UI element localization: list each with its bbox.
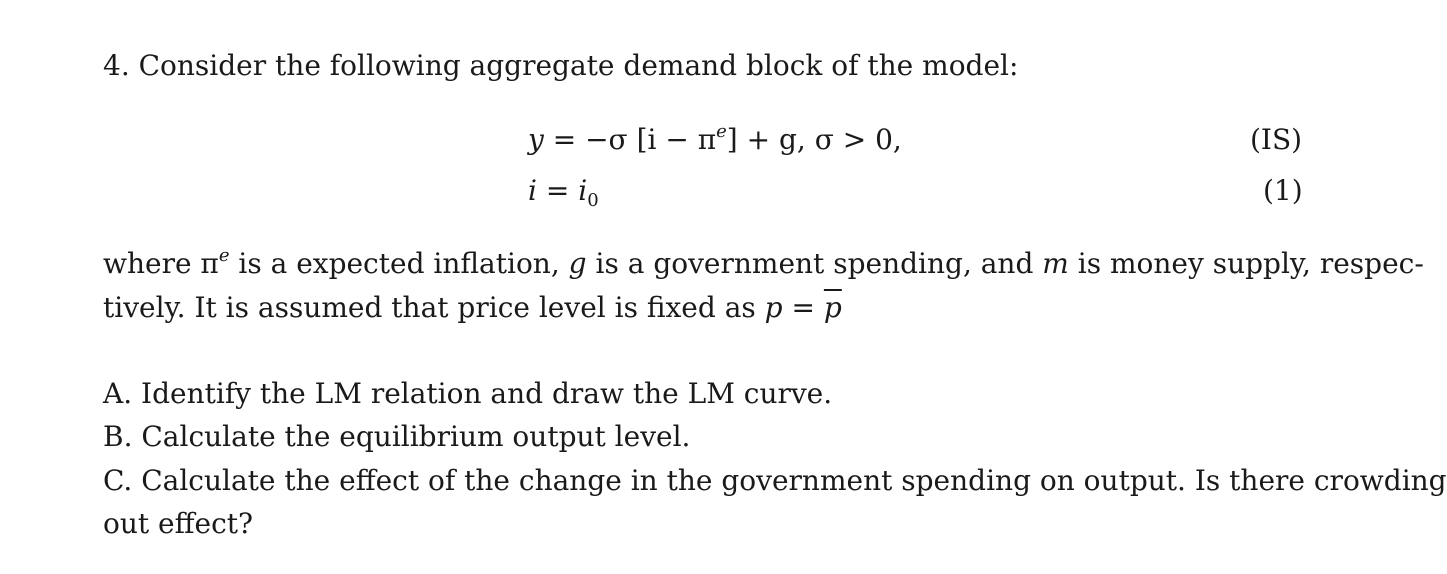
task-b: B. Calculate the equilibrium output level. [103,420,691,453]
desc-p-symbol: p [764,291,783,324]
desc-pbar-symbol: $\overline{p}$ [823,291,842,324]
description-line-1 [103,245,1424,280]
desc-text-e: tively. It is assumed that price level is fixed as [103,291,765,324]
task-c-line-2: out effect? [103,507,254,540]
is-equation [528,121,902,156]
is-equation-rhs: ] + g, σ > 0, [726,123,902,156]
question-heading [103,49,1019,82]
desc-pi-superscript: e [218,245,230,266]
is-equation-superscript: e [716,121,727,142]
desc-g-symbol: g [568,247,587,280]
is-equation-body: = −σ [i − π [552,123,717,156]
desc-text-d: is money supply, respec- [1068,247,1424,280]
interest-equation-tag: (1) [1263,174,1303,207]
task-c-line-1: C. Calculate the effect of the change in the government spending on output. Is there crowding [103,464,1447,497]
description-line-2 [103,291,842,324]
desc-equals: = [782,291,824,324]
desc-text-c: is a government spending, and [586,247,1043,280]
desc-m-symbol: m [1042,247,1069,280]
task-a: A. Identify the LM relation and draw the LM curve. [103,377,833,410]
question-heading-text: 4. Consider the following aggregate demand block of the model: [103,49,1019,82]
interest-equation-lhs: i [528,174,537,207]
interest-equation [528,174,599,211]
interest-equation-body: = i [545,174,588,207]
is-equation-lhs: y [528,123,544,156]
is-equation-tag: (IS) [1250,123,1303,156]
desc-text-b: is a expected inflation, [229,247,569,280]
interest-equation-subscript: 0 [587,190,599,211]
desc-text-a: where π [103,247,219,280]
